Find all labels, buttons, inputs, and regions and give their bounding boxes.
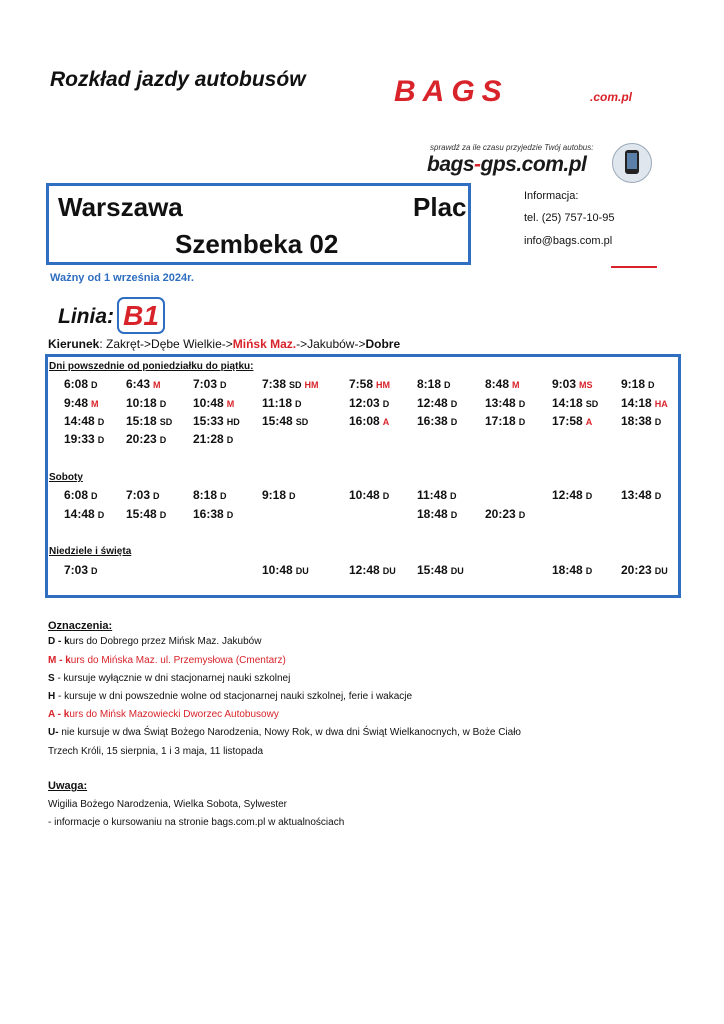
time-value: 20:23 [126,432,157,446]
time-marker: M [226,399,235,409]
time-value: 9:18 [262,488,287,502]
time-marker: D [97,435,105,445]
departure-time [485,396,525,410]
time-marker: D [295,399,302,409]
departure-time [262,377,319,391]
time-marker: SD [159,417,173,427]
departure-time [552,563,592,577]
valid-from: Ważny od 1 września 2024r. [50,272,194,284]
departure-time [126,377,161,391]
line-label: Linia: [58,305,114,328]
time-value: 6:08 [64,488,89,502]
time-marker: DU [295,566,309,576]
departure-time [417,414,457,428]
legend-code: D - k [48,636,70,647]
legend-item [48,655,286,666]
page-title: Rozkład jazdy autobusów [50,68,306,91]
time-value: 7:03 [126,488,151,502]
gps-url[interactable] [427,153,586,177]
section-title: Soboty [49,472,83,483]
legend-item [48,691,412,702]
departure-time [126,432,166,446]
legend-continuation: Trzech Króli, 15 sierpnia, 1 i 3 maja, 11 listopada [48,746,264,757]
time-marker: D [153,491,160,501]
time-value: 18:48 [417,507,448,521]
departure-time [262,563,309,577]
departure-time [621,563,668,577]
bags-logo [392,74,664,108]
departure-time [417,396,457,410]
departure-time [349,396,389,410]
phone-icon [612,143,652,183]
time-marker: D [159,399,167,409]
departure-time [552,414,592,428]
time-marker: D [444,380,451,390]
time-value: 14:18 [552,396,583,410]
departure-time [417,377,451,391]
time-marker: D [648,380,655,390]
departure-time [349,377,390,391]
legend-code: S [48,673,55,684]
departure-time [126,507,166,521]
time-marker: A [382,417,390,427]
divider [611,266,657,268]
legend-item [48,673,290,684]
departure-time [193,488,227,502]
time-value: 16:08 [349,414,380,428]
departure-time [193,432,233,446]
legend-title: Oznaczenia: [48,620,113,632]
time-marker: D [518,399,526,409]
time-value: 9:18 [621,377,646,391]
note-line: Wigilia Bożego Narodzenia, Wielka Sobota, Sylwester [48,799,287,810]
departure-time [485,377,520,391]
legend-code: U- [48,727,59,738]
time-value: 11:18 [262,396,293,410]
legend-text: urs do Mińsk Mazowiecki Dworzec Autobusowy [69,709,279,720]
legend-text: - kursuje wyłącznie w dni stacjonarnej nauki szkolnej [54,673,291,684]
time-marker: D [159,435,167,445]
time-marker: HM [376,380,391,390]
info-email[interactable]: info@bags.com.pl [524,235,613,247]
direction-sep: : [99,337,107,351]
time-marker: DU [382,566,396,576]
departure-time [262,488,296,502]
time-marker: M [153,380,161,390]
departure-time [417,563,464,577]
time-marker: SD [585,399,599,409]
departure-time [126,414,172,428]
time-marker: D [518,417,526,427]
departure-time [485,507,525,521]
departure-time [552,377,593,391]
time-value: 17:58 [552,414,583,428]
time-marker: D [226,510,234,520]
legend-code: A - k [48,709,70,720]
time-marker: D [382,491,390,501]
gps-tagline: sprawdź za ile czasu przyjedzie Twój autobus: [430,143,594,152]
time-value: 8:48 [485,377,510,391]
time-value: 16:38 [417,414,448,428]
departure-time [64,377,98,391]
time-marker: D [91,566,98,576]
time-value: 12:48 [552,488,583,502]
legend-text: urs do Mińska Maz. ul. Przemysłowa (Cmentarz) [70,655,286,666]
time-value: 7:03 [64,563,89,577]
time-value: 15:48 [126,507,157,521]
legend-text: nie kursuje w dwa Świąt Bożego Narodzenia, Nowy Rok, w dwa dni Świąt Wielkanocnych, w Boże Ciało [58,727,521,738]
time-marker: D [226,435,234,445]
section-title: Dni powszednie od poniedziałku do piątku: [49,361,254,372]
time-value: 9:48 [64,396,89,410]
departure-time [349,488,389,502]
time-value: 13:48 [485,396,516,410]
departure-time [193,414,240,428]
section-title: Niedziele i święta [49,546,132,557]
time-marker: D [450,399,458,409]
direction-route-2: ->Jakubów-> [296,337,366,351]
gps-url-part2: gps.com.pl [480,153,587,176]
time-value: 20:23 [485,507,516,521]
time-value: 15:48 [262,414,293,428]
note-title: Uwaga: [48,780,88,792]
time-marker: D [289,491,296,501]
time-marker: D [450,417,458,427]
time-value: 14:18 [621,396,652,410]
direction [48,337,400,351]
time-value: 18:48 [552,563,583,577]
time-marker: D [654,417,662,427]
logo-suffix: .com.pl [590,90,633,104]
time-value: 12:03 [349,396,380,410]
time-marker: A [585,417,593,427]
time-marker: D [91,380,98,390]
legend-text: urs do Dobrego przez Mińsk Maz. Jakubów [69,636,262,647]
time-value: 18:38 [621,414,652,428]
time-marker: SD [295,417,309,427]
time-value: 15:18 [126,414,157,428]
logo-text: BAGS [394,75,509,108]
departure-time [193,507,233,521]
departure-time [64,507,104,521]
legend-item [48,727,521,738]
departure-time [126,396,166,410]
time-marker: DU [450,566,464,576]
time-value: 21:28 [193,432,224,446]
info-phone: tel. (25) 757-10-95 [524,212,615,224]
stop-name-street: Szembeka 02 [175,229,339,259]
departure-time [126,488,160,502]
departure-time [485,414,525,428]
departure-time [349,563,396,577]
time-marker: D [220,380,227,390]
time-marker: HD [226,417,240,427]
time-value: 19:33 [64,432,95,446]
time-value: 16:38 [193,507,224,521]
departure-time [193,377,227,391]
time-marker: D [91,491,98,501]
time-value: 20:23 [621,563,652,577]
time-value: 10:18 [126,396,157,410]
departure-time [64,414,104,428]
stop-name-plac: Plac [413,192,467,222]
time-marker: D [450,491,457,501]
time-marker: SD [289,380,302,390]
time-value: 14:48 [64,507,95,521]
time-value: 17:18 [485,414,516,428]
direction-label: Kierunek [48,337,100,351]
note-line: - informacje o kursowaniu na stronie bags.com.pl w aktualnościach [48,817,345,828]
legend-code: H [48,691,56,702]
time-value: 12:48 [417,396,448,410]
departure-time [349,414,389,428]
gps-url-dash: - [474,153,481,176]
time-value: 7:58 [349,377,374,391]
legend-item [48,709,279,720]
direction-end: Dobre [365,337,401,351]
time-value: 10:48 [193,396,224,410]
departure-time [64,563,98,577]
time-value: 15:33 [193,414,224,428]
departure-time [262,396,302,410]
departure-time [552,488,592,502]
gps-url-part1: bags [427,153,475,176]
direction-highlight: Mińsk Maz. [232,337,297,351]
time-marker: D [382,399,390,409]
time-value: 7:03 [193,377,218,391]
info-label: Informacja: [524,190,579,202]
time-marker: D [159,510,167,520]
time-marker: MS [579,380,593,390]
line-number-badge: B1 [117,297,165,334]
time-value: 15:48 [417,563,448,577]
time-marker: D [450,510,458,520]
time-value: 11:48 [417,488,448,502]
departure-time [621,377,655,391]
departure-time [621,396,668,410]
departure-time [64,432,104,446]
departure-time [417,488,457,502]
departure-time [417,507,457,521]
time-value: 7:38 [262,377,287,391]
time-value: 9:03 [552,377,577,391]
time-marker: M [512,380,520,390]
time-marker: HM [304,380,319,390]
time-marker: D [585,491,593,501]
time-marker: DU [654,566,668,576]
legend-item [48,636,261,647]
time-value: 10:48 [262,563,293,577]
departure-time [262,414,308,428]
time-value: 13:48 [621,488,652,502]
time-marker: D [654,491,662,501]
departure-time [193,396,234,410]
time-marker: M [91,399,99,409]
departure-time [621,414,661,428]
departure-time [64,488,98,502]
departure-time [621,488,661,502]
time-marker: D [220,491,227,501]
direction-route-1: Zakręt->Dębe Wielkie-> [106,337,233,351]
time-marker: D [97,510,105,520]
time-value: 6:43 [126,377,151,391]
time-value: 12:48 [349,563,380,577]
departure-time [552,396,598,410]
legend-text: - kursuje w dni powszednie wolne od stacjonarnej nauki szkolnej, ferie i wakacje [55,691,413,702]
time-value: 10:48 [349,488,380,502]
time-marker: HA [654,399,668,409]
legend-code: M - k [48,655,71,666]
time-marker: D [585,566,593,576]
time-value: 8:18 [193,488,218,502]
time-marker: D [518,510,526,520]
time-marker: D [97,417,105,427]
time-value: 6:08 [64,377,89,391]
time-value: 14:48 [64,414,95,428]
time-value: 8:18 [417,377,442,391]
departure-time [64,396,99,410]
stop-name-city: Warszawa [58,192,183,222]
